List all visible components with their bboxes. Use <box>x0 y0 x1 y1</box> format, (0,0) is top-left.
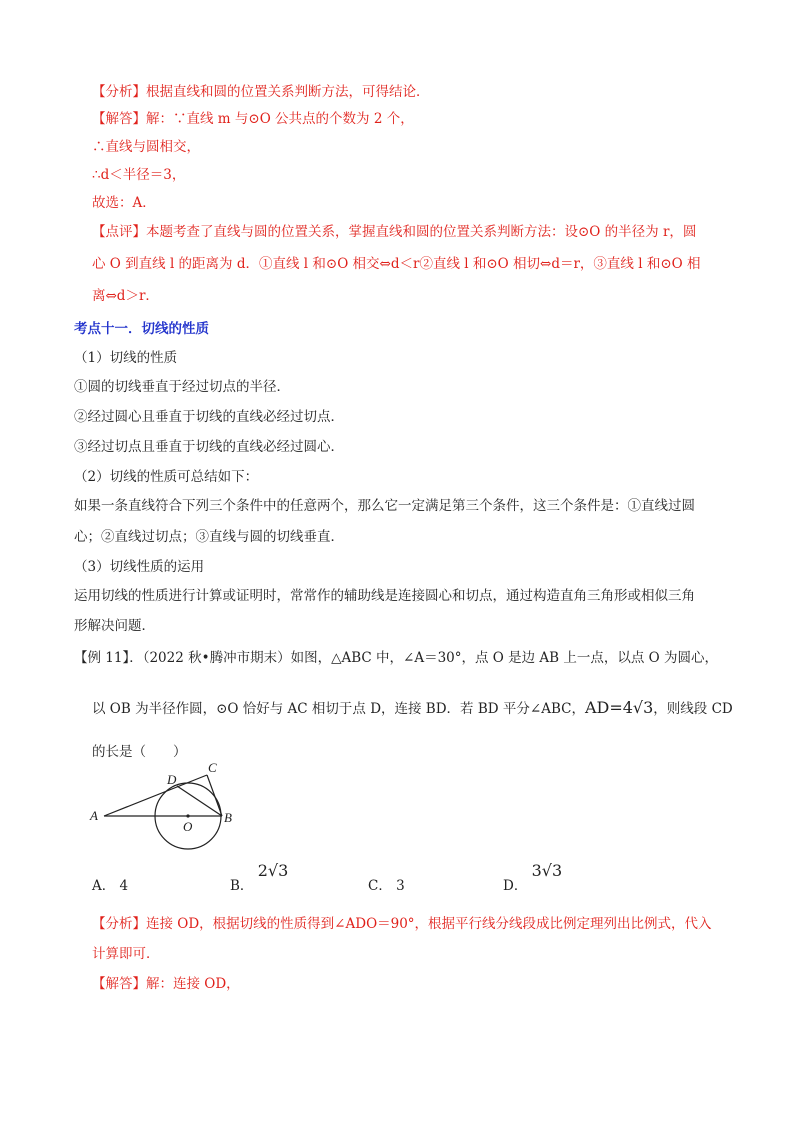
section-title: 考点十一．切线的性质 <box>74 321 209 337</box>
solution-line: ∴d＜半径＝3， <box>92 167 186 183</box>
list-item: ②经过圆心且垂直于切线的直线必经过切点． <box>74 409 344 425</box>
label-a: A <box>90 808 98 823</box>
analysis-line: 【分析】连接 OD，根据切线的性质得到∠ADO＝90°，根据平行线分线段成比例定理列出比例式，代入 <box>92 916 712 932</box>
label-o: O <box>183 819 193 834</box>
option-value: 2√3 <box>257 861 289 880</box>
example-line: 的长是（ ） <box>92 744 187 760</box>
analysis-line: 【分析】根据直线和圆的位置关系判断方法，可得结论． <box>92 84 430 100</box>
segment-db <box>177 786 222 816</box>
paragraph-line: 形解决问题． <box>74 618 155 634</box>
list-item: ①圆的切线垂直于经过切点的半径． <box>74 379 290 395</box>
comment-line: 心 O 到直线 l 的距离为 d．①直线 l 和⊙O 相交⇔d＜r②直线 l 和⊙O 相切⇔d＝r，③直线 l 和⊙O 相 <box>92 256 701 272</box>
option-value: 3 <box>396 878 405 894</box>
example-text: 以 OB 为半径作圆，⊙O 恰好与 AC 相切于点 D，连接 BD．若 BD 平分∠ABC， <box>92 701 585 717</box>
subsection-title: （3）切线性质的运用 <box>74 559 205 575</box>
option-value: 4 <box>119 878 129 894</box>
option-letter: D． <box>503 878 528 894</box>
option-letter: B． <box>230 878 254 894</box>
option-a <box>92 874 128 894</box>
label-b: B <box>224 810 232 825</box>
point-o <box>186 814 189 817</box>
paragraph-line: 运用切线的性质进行计算或证明时，常常作的辅助线是连接圆心和切点，通过构造直角三角形或相似三角 <box>74 588 695 604</box>
option-letter: A． <box>92 878 116 894</box>
solution-line: 【解答】解：连接 OD， <box>92 976 240 992</box>
option-c <box>368 874 405 894</box>
subsection-title: （2）切线的性质可总结如下： <box>74 469 259 485</box>
formula: AD=4√3 <box>584 698 654 717</box>
example-line: 【例 11】．（2022 秋•腾冲市期末）如图，△ABC 中，∠A＝30°，点 O 是边 AB 上一点，以点 O 为圆心， <box>74 650 719 666</box>
list-item: ③经过切点且垂直于切线的直线必经过圆心． <box>74 439 344 455</box>
label-c: C <box>208 760 217 775</box>
option-b <box>230 861 289 894</box>
label-d: D <box>167 772 177 787</box>
option-letter: C． <box>368 878 392 894</box>
comment-line: 【点评】本题考查了直线与圆的位置关系，掌握直线和圆的位置关系判断方法：设⊙O 的半径为 r，圆 <box>92 224 697 240</box>
option-value: 3√3 <box>531 861 563 880</box>
geometry-figure <box>86 758 246 863</box>
segment-cb <box>207 775 222 816</box>
option-d <box>503 861 563 894</box>
comment-line: 离⇔d＞r． <box>92 288 159 304</box>
example-line <box>92 697 733 717</box>
subsection-title: （1）切线的性质 <box>74 350 178 366</box>
solution-line: 【解答】解：∵直线 m 与⊙O 公共点的个数为 2 个， <box>92 111 414 127</box>
paragraph-line: 心；②直线过切点；③直线与圆的切线垂直． <box>74 529 344 545</box>
solution-line: 故选：A． <box>92 195 156 211</box>
solution-line: ∴直线与圆相交， <box>92 139 200 155</box>
example-text: ，则线段 CD <box>653 701 733 717</box>
analysis-line: 计算即可． <box>92 946 160 962</box>
paragraph-line: 如果一条直线符合下列三个条件中的任意两个，那么它一定满足第三个条件，这三个条件是：①直线过圆 <box>74 498 695 514</box>
